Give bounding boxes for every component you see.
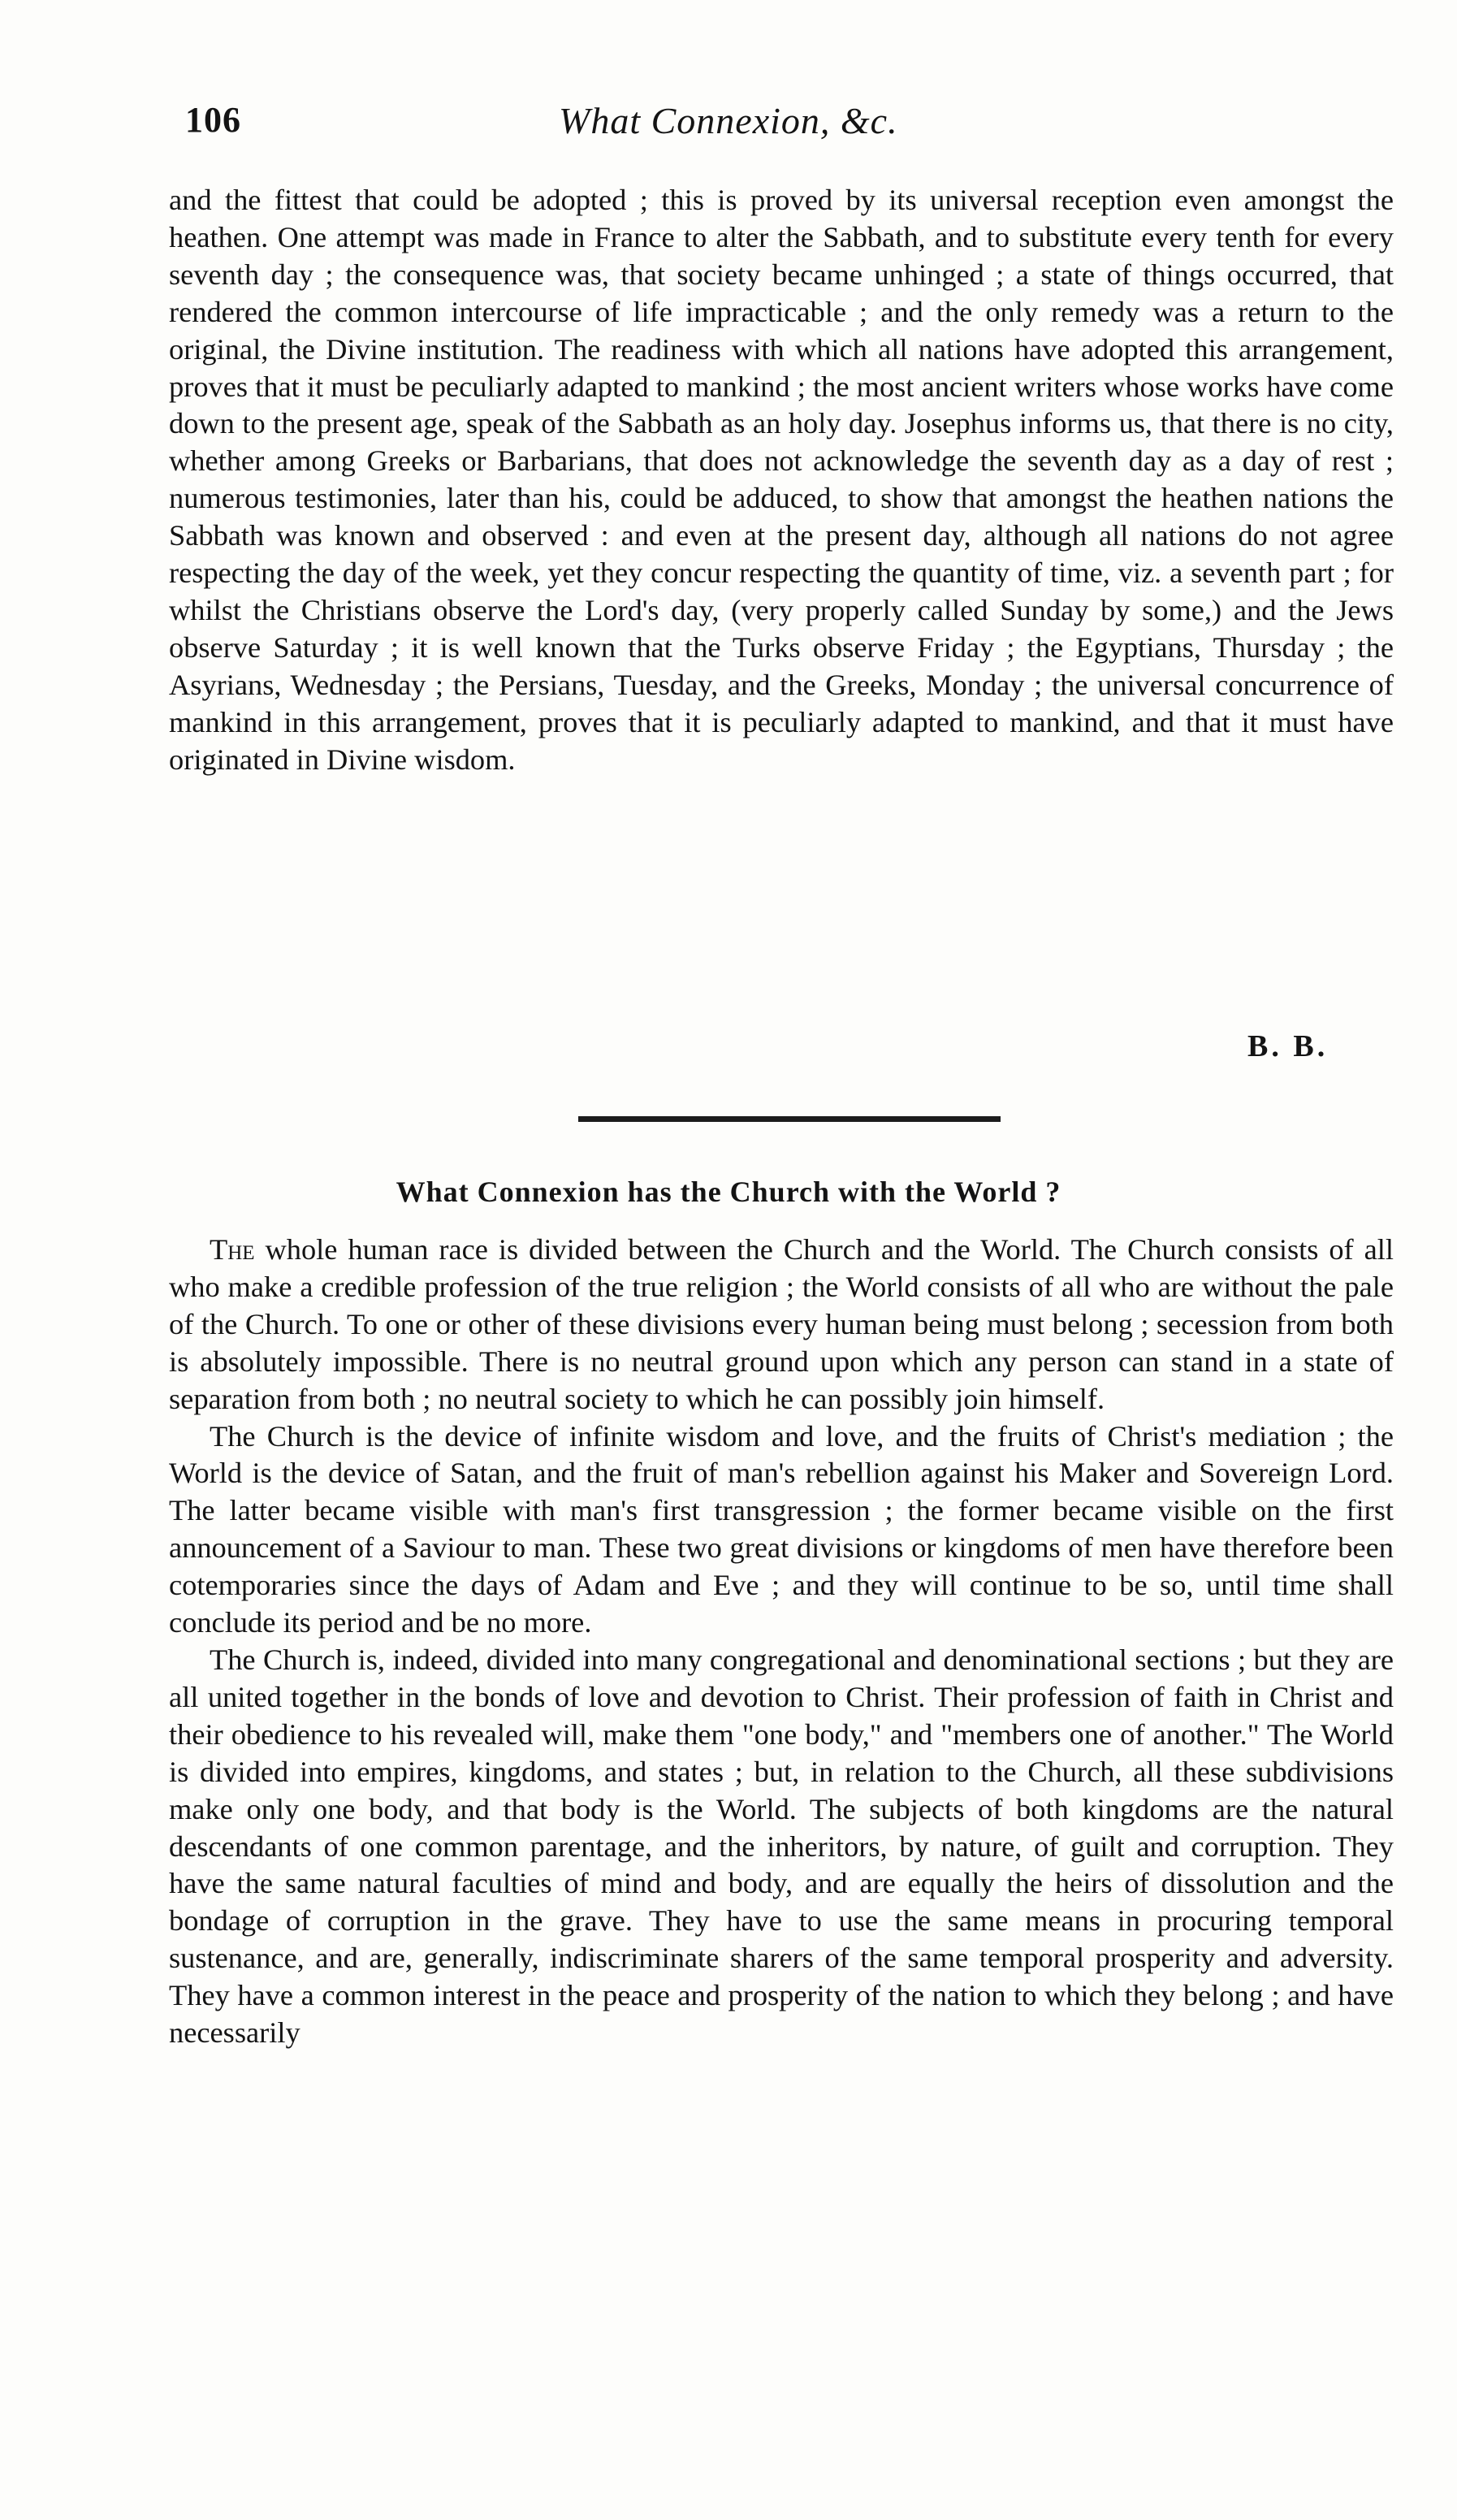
running-head: What Connexion, &c. bbox=[559, 100, 898, 141]
page-number: 106 bbox=[185, 100, 241, 140]
article-title: What Connexion has the Church with the World ? bbox=[396, 1176, 1061, 1208]
article-paragraph-2: The Church is the device of infinite wisdom and love, and the fruits of Christ's mediation ; the World is the device of Satan, and the fruit of man's rebellion against his Maker and Sovereign Lord. The latter became visible with man's first transgression ; the former became visible on the first announcement of a Saviour to man. These two great divisions or kingdoms of men have therefore been cotemporaries since the days of Adam and Eve ; and they will continue to be so, until time shall conclude its period and be no more. bbox=[169, 1419, 1394, 1639]
author-signature: B. B. bbox=[1247, 1029, 1329, 1063]
continued-paragraph-block bbox=[169, 182, 1394, 779]
article-paragraph-1 bbox=[169, 1232, 1394, 1418]
continued-paragraph: and the fittest that could be adopted ; this is proved by its universal reception even amongst the heathen. One attempt was made in France to alter the Sabbath, and to substitute every tenth for every seventh day ; the consequence was, that society became unhinged ; a state of things occurred, that rendered the common intercourse of life impracticable ; and the only remedy was a return to the original, the Divine institution. The readiness with which all nations have adopted this arrangement, proves that it must be peculiarly adapted to mankind ; the most ancient writers whose works have come down to the present age, speak of the Sabbath as an holy day. Josephus informs us, that there is no city, whether among Greeks or Barbarians, that does not acknowledge the seventh day as a day of rest ; numerous testimonies, later than his, could be adduced, to show that amongst the heathen nations the Sabbath was known and observed : and even at the present day, although all nations do not agree respecting the day of the week, yet they concur respecting the quantity of time, viz. a seventh part ; for whilst the Christians observe the Lord's day, (very properly called Sunday by some,) and the Jews observe Saturday ; it is well known that the Turks observe Friday ; the Egyptians, Thursday ; the Asyrians, Wednesday ; the Persians, Tuesday, and the Greeks, Monday ; the universal concurrence of mankind in this arrangement, proves that it is peculiarly adapted to mankind, and that it must have originated in Divine wisdom. bbox=[169, 184, 1394, 776]
article-paragraph-3: The Church is, indeed, divided into many congregational and denominational sections ; but they are all united together in the bonds of love and devotion to Christ. Their profession of faith in Christ and their obedience to his revealed will, make them "one body," and "members one of another." The World is divided into empires, kingdoms, and states ; but, in relation to the Church, all these subdivisions make only one body, and that body is the World. The subjects of both kingdoms are the natural descendants of one common parentage, and the inheritors, by nature, of guilt and corruption. They have the same natural faculties of mind and body, and are equally the heirs of dissolution and the bondage of corruption in the grave. They have to use the same means in procuring temporal sustenance, and are, generally, indiscriminate sharers of the same temporal prosperity and adversity. They have a common interest in the peace and prosperity of the nation to which they belong ; and have necessarily bbox=[169, 1643, 1394, 2050]
article-paragraph-1-text: whole human race is divided between the Church and the World. The Church consists of all who make a credible profession of the true religion ; the World consists of all who are without the pale of the Church. To one or other of these divisions every human being must belong ; secession from both is absolutely impossible. There is no neutral ground upon which any person can stand in a state of separation from both ; no neutral society to which he can possibly join himself. bbox=[169, 1233, 1394, 1415]
page-header bbox=[185, 99, 1395, 156]
article-body bbox=[169, 1232, 1394, 2052]
divider-thick-line bbox=[578, 1116, 1001, 1122]
drop-word: The bbox=[210, 1233, 255, 1266]
section-divider-rule bbox=[578, 1111, 1001, 1126]
